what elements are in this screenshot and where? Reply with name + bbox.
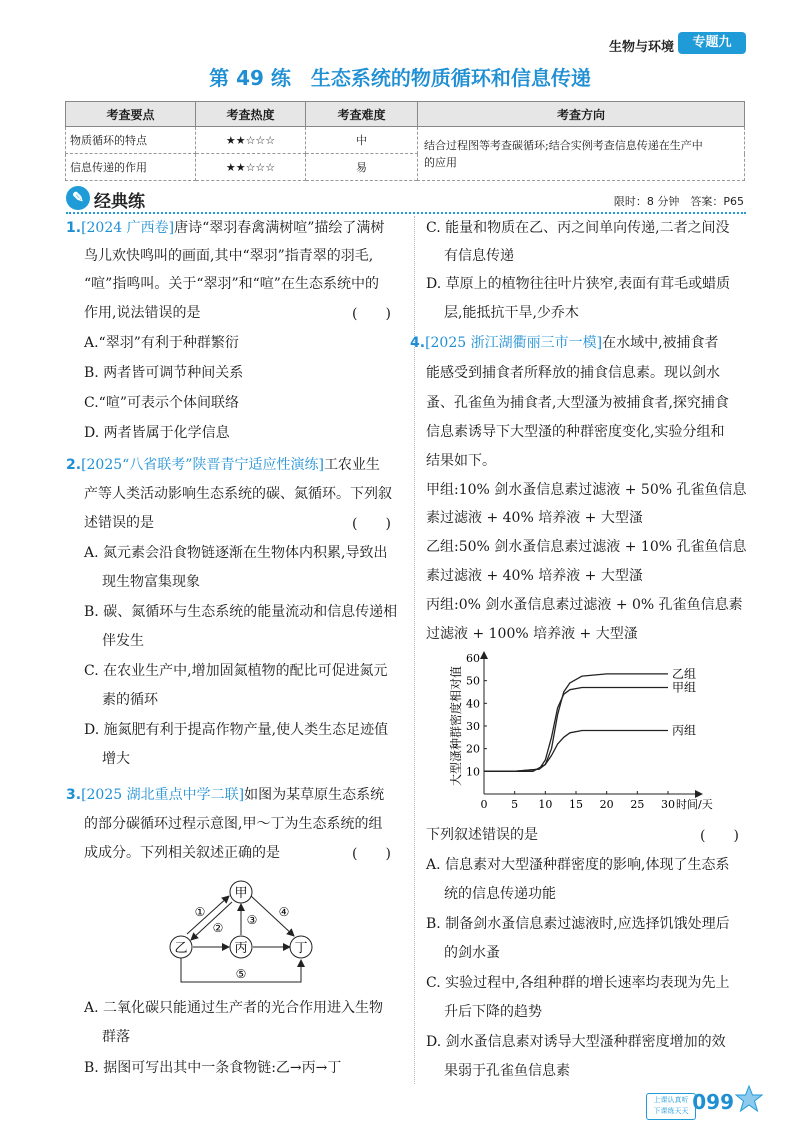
node-label: 丙 <box>234 941 248 956</box>
table-header: 考查方向 <box>418 102 745 127</box>
group-jia-line: 甲组:10% 剑水蚤信息素过滤液 + 50% 孔雀鱼信息 <box>426 482 747 498</box>
option-a[interactable]: A. 信息素对大型溞种群密度的影响,体现了生态系 <box>426 857 730 873</box>
table-cell-heat: ★★☆☆☆ <box>196 154 306 181</box>
question-source: [2025“八省联考”陕晋青宁适应性演练] <box>81 457 324 473</box>
option-a[interactable]: A.“翠羽”有利于种群繁衍 <box>84 335 239 351</box>
group-yi-line: 素过滤液 + 40% 培养液 + 大型溞 <box>426 568 643 584</box>
option-b-cont: 伴发生 <box>102 633 144 649</box>
option-b[interactable]: B. 据图可写出其中一条食物链:乙→丙→丁 <box>84 1060 342 1076</box>
question-source: [2025 湖北重点中学二联] <box>81 787 245 803</box>
question-4-line: 信息素诱导下大型溞的种群密度变化,实验分组和 <box>426 424 725 440</box>
option-a-cont: 统的信息传递功能 <box>444 886 556 902</box>
node-label: 甲 <box>234 886 248 901</box>
direction-line: 结合过程图等考查碳循环;结合实例考查信息传递在生产中 <box>424 138 703 152</box>
option-d[interactable]: D. 两者皆属于化学信息 <box>84 425 230 441</box>
question-4-line: 结果如下。 <box>426 453 496 469</box>
option-a[interactable]: A. 氮元素会沿食物链逐渐在生物体内积累,导致出 <box>84 545 388 561</box>
x-tick-label: 15 <box>569 798 583 811</box>
question-source: [2025 浙江湖衢丽三市一模] <box>425 335 603 351</box>
option-c[interactable]: C.“喧”可表示个体间联络 <box>84 395 239 411</box>
footer-motto-line: 上课认真听 <box>653 1096 689 1104</box>
x-axis-label: 时间/天 <box>676 798 713 811</box>
question-text: 工农业生 <box>323 457 380 473</box>
table-header: 考查要点 <box>66 102 196 127</box>
option-d-cont: 增大 <box>102 751 130 767</box>
option-d-cont: 果弱于孔雀鱼信息素 <box>444 1063 570 1079</box>
x-tick-label: 20 <box>599 798 614 811</box>
option-b-cont: 的剑水蚤 <box>444 945 500 961</box>
question-4-line <box>410 333 719 353</box>
x-tick-label: 30 <box>661 798 675 811</box>
option-a-cont: 现生物富集现象 <box>102 574 200 590</box>
question-number: 3. <box>66 787 82 803</box>
group-bing-line: 过滤液 + 100% 培养液 + 大型溞 <box>426 626 638 642</box>
option-d-cont: 层,能抵抗干旱,少乔木 <box>444 305 579 321</box>
edge-label: ⑤ <box>235 967 247 981</box>
group-yi-line: 乙组:50% 剑水蚤信息素过滤液 + 10% 孔雀鱼信息 <box>426 539 747 555</box>
option-a-cont: 群落 <box>102 1029 130 1045</box>
topic-badge: 专题九 <box>678 32 746 54</box>
option-c-cont: 有信息传递 <box>444 248 514 264</box>
table-header: 考查难度 <box>306 102 418 127</box>
edge-label: ③ <box>246 913 258 927</box>
subject-label: 生物与环境 <box>608 40 674 55</box>
y-tick-label: 10 <box>466 765 480 779</box>
question-4-line: 能感受到捕食者所释放的捕食信息素。现以剑水 <box>426 365 720 381</box>
y-tick-label: 50 <box>466 674 480 688</box>
option-b[interactable]: B. 制备剑水蚤信息素过滤液时,应选择饥饿处理后 <box>426 916 730 932</box>
answer-blank[interactable]: ( ) <box>700 828 739 844</box>
question-3-line: 的部分碳循环过程示意图,甲～丁为生态系统的组 <box>84 816 383 832</box>
option-b[interactable]: B. 两者皆可调节种间关系 <box>84 365 244 381</box>
series-line <box>484 688 668 772</box>
y-tick-label: 30 <box>466 720 480 733</box>
table-cell-heat: ★★☆☆☆ <box>196 127 306 154</box>
option-d[interactable]: D. 草原上的植物往往叶片狭窄,表面有茸毛或蜡质 <box>426 276 731 292</box>
question-2-line: 产等人类活动影响生态系统的碳、氮循环。下列叙 <box>84 486 392 502</box>
y-tick-label: 40 <box>466 697 480 711</box>
question-4-line: 蚤、孔雀鱼为捕食者,大型溞为被捕食者,探究捕食 <box>426 395 729 411</box>
node-label: 丁 <box>294 941 308 956</box>
option-c-cont: 升后下降的趋势 <box>444 1004 542 1020</box>
edge-label: ④ <box>278 905 290 919</box>
y-tick-label: 60 <box>466 652 480 665</box>
section-meta: 限时：8 分钟 答案：P65 <box>613 195 744 208</box>
option-c[interactable]: C. 能量和物质在乙、丙之间单向传递,二者之间没 <box>426 220 730 236</box>
carbon-cycle-diagram <box>160 872 340 992</box>
question-number: 4. <box>410 335 426 351</box>
edge-label: ② <box>212 921 224 935</box>
x-tick-label: 0 <box>480 798 488 811</box>
pencil-icon: ✎ <box>66 186 90 210</box>
answer-blank[interactable]: ( ) <box>352 516 391 532</box>
footer-motto-box <box>646 1093 696 1120</box>
table-row <box>66 127 745 154</box>
table-cell-direction <box>418 127 745 181</box>
page-title: 第 49 练 生态系统的物质循环和信息传递 <box>209 66 591 90</box>
option-c[interactable]: C. 实验过程中,各组种群的增长速率均表现为先上 <box>426 975 730 991</box>
question-source: [2024 广西卷] <box>81 220 175 236</box>
y-tick-label: 20 <box>466 742 480 756</box>
table-header-row <box>66 102 745 127</box>
x-tick-label: 25 <box>630 798 645 811</box>
section-divider <box>66 212 746 214</box>
option-c[interactable]: C. 在农业生产中,增加固氮植物的配比可促进氮元 <box>84 663 388 679</box>
question-1-line: 作用,说法错误的是 <box>84 305 201 321</box>
star-icon <box>734 1084 764 1114</box>
answer-blank[interactable]: ( ) <box>352 306 391 322</box>
question-2-line <box>66 455 380 475</box>
group-jia-line: 素过滤液 + 40% 培养液 + 大型溞 <box>426 510 643 526</box>
option-d[interactable]: D. 剑水蚤信息素对诱导大型溞种群密度增加的效 <box>426 1034 726 1050</box>
question-1-line: 鸟儿欢快鸣叫的画面,其中“翠羽”指青翠的羽毛, <box>84 248 374 264</box>
section-title: 经典练 <box>94 192 145 212</box>
question-2-line: 述错误的是 <box>84 515 154 531</box>
answer-blank[interactable]: ( ) <box>352 846 391 862</box>
table-cell-point: 物质循环的特点 <box>66 127 196 154</box>
node-label: 乙 <box>174 941 188 956</box>
density-line-chart <box>440 648 740 818</box>
question-text: 在水域中,被捕食者 <box>602 335 719 351</box>
x-tick-label: 10 <box>538 798 553 811</box>
edge-label: ① <box>194 905 206 919</box>
option-b[interactable]: B. 碳、氮循环与生态系统的能量流动和信息传递相 <box>84 604 398 620</box>
question-number: 2. <box>66 457 82 473</box>
table-cell-difficulty: 中 <box>306 127 418 154</box>
question-number: 1. <box>66 220 82 236</box>
question-3-line: 成成分。下列相关叙述正确的是 <box>84 845 280 861</box>
question-3-line <box>66 785 384 805</box>
series-label: 丙组 <box>672 723 697 738</box>
question-text: 唐诗“翠羽春禽满树喧”描绘了满树 <box>174 220 385 236</box>
question-1-line: “喧”指鸣叫。关于“翠羽”和“喧”在生态系统中的 <box>84 276 379 292</box>
x-tick-label: 5 <box>511 798 519 811</box>
direction-line: 的应用 <box>424 155 457 169</box>
page-number: 099 <box>692 1090 734 1114</box>
footer-motto-line: 下课练天天 <box>653 1107 689 1115</box>
y-axis-label: 大型溞种群密度相对值 <box>449 665 463 787</box>
table-header: 考查热度 <box>196 102 306 127</box>
question-4-prompt: 下列叙述错误的是 <box>426 827 538 843</box>
series-line <box>484 731 668 772</box>
option-c-cont: 素的循环 <box>102 692 158 708</box>
question-text: 如图为某草原生态系统 <box>244 787 385 803</box>
table-cell-difficulty: 易 <box>306 154 418 181</box>
option-d[interactable]: D. 施氮肥有利于提高作物产量,使人类生态足迹值 <box>84 722 389 738</box>
question-1-line <box>66 218 384 238</box>
series-label: 乙组 <box>672 666 697 681</box>
series-label: 甲组 <box>672 680 697 695</box>
group-bing-line: 丙组:0% 剑水蚤信息素过滤液 + 0% 孔雀鱼信息素 <box>426 597 743 613</box>
table-cell-point: 信息传递的作用 <box>66 154 196 181</box>
option-a[interactable]: A. 二氧化碳只能通过生产者的光合作用进入生物 <box>84 1000 384 1016</box>
requirements-table <box>65 101 745 181</box>
